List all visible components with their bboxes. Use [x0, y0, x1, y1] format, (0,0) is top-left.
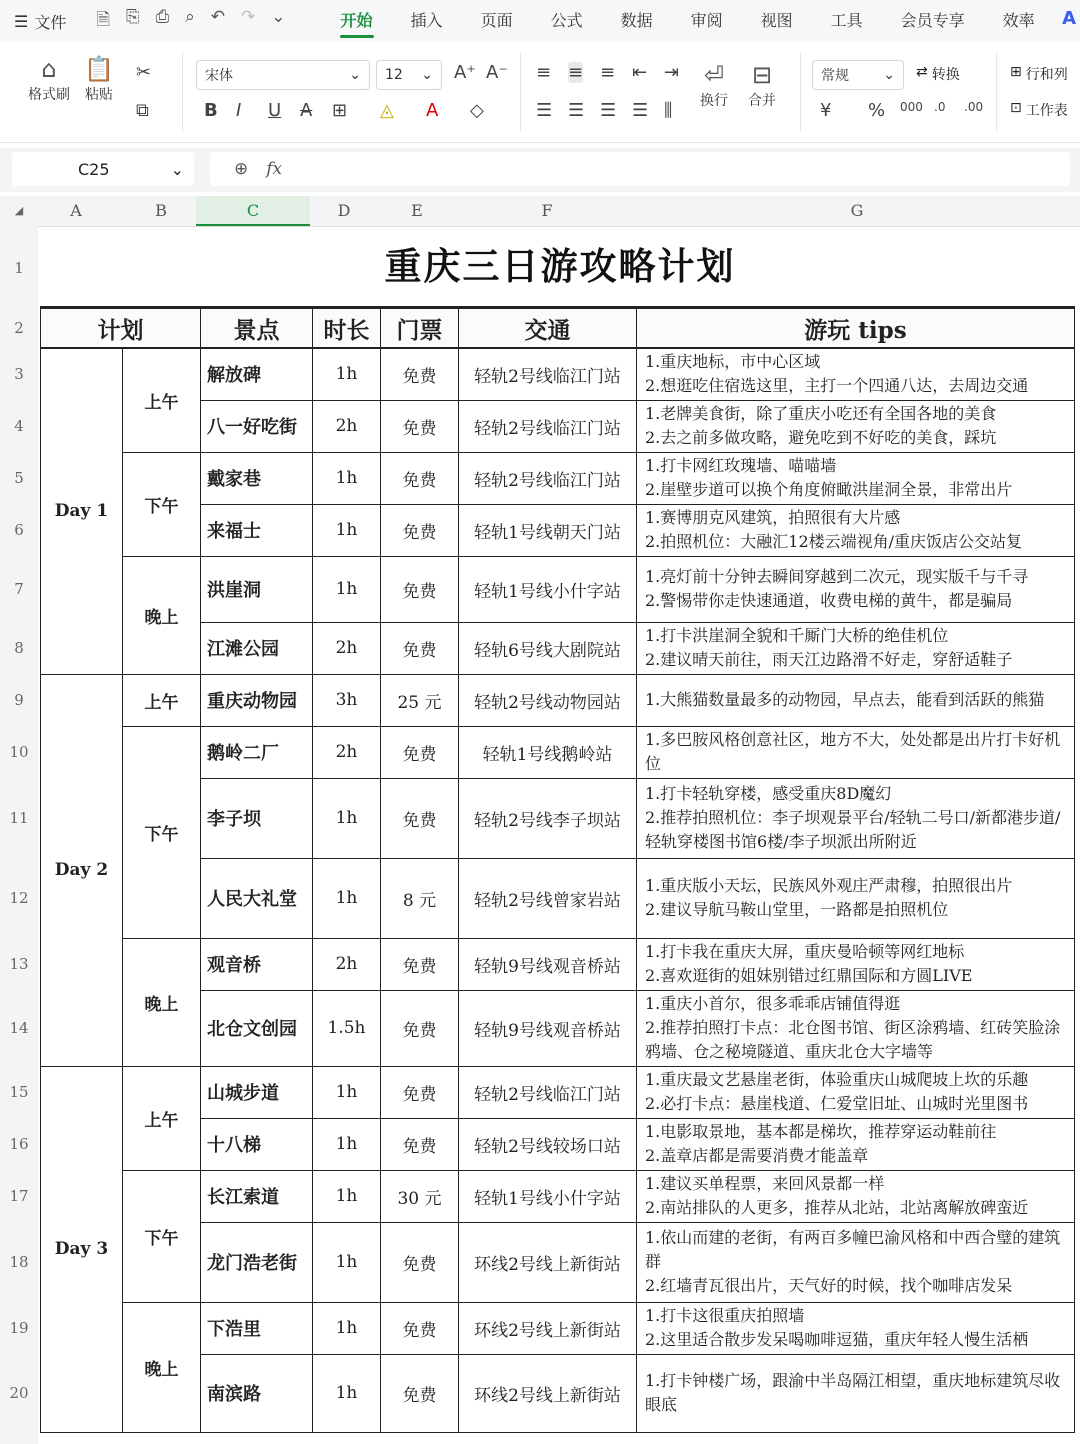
paste-label: 粘贴	[84, 87, 113, 103]
tip-line: 1.建议买单程票，来回风景都一样	[645, 1174, 885, 1193]
wrap-text-button[interactable]	[700, 60, 728, 110]
tip-line: 1.电影取景地，基本都是梯坎，推荐穿运动鞋前往	[645, 1122, 997, 1141]
rows-cols-label: 行和列	[1025, 67, 1068, 83]
fx-icon[interactable]: fx	[266, 159, 283, 179]
font-size-value: 12	[385, 67, 403, 83]
header-row	[41, 308, 1075, 349]
ticket-cell[interactable]: 免费	[381, 1118, 459, 1170]
transport-cell[interactable]: 轻轨2号线动物园站	[459, 674, 637, 726]
row-number[interactable]: 17	[9, 1187, 29, 1205]
file-menu-label: 文件	[34, 12, 67, 32]
formula-input[interactable]	[210, 152, 1070, 186]
tip-line: 2.崖壁步道可以换个角度俯瞰洪崖洞全景，非常出片	[645, 480, 1013, 499]
column-header-d[interactable]: D	[337, 201, 351, 220]
duration-cell[interactable]: 2h	[313, 400, 381, 452]
ribbon-toolbar	[0, 42, 1080, 143]
tip-line: 2.盖章店都是需要消费才能盖章	[645, 1146, 869, 1165]
tab-10[interactable]: 效率	[1002, 11, 1035, 30]
chevron-down-icon: ⌄	[349, 67, 361, 83]
column-header-a[interactable]: A	[70, 201, 82, 220]
spot-cell[interactable]: 解放碑	[201, 348, 313, 400]
ticket-cell[interactable]: 免费	[381, 452, 459, 504]
row-number[interactable]: 13	[9, 955, 29, 973]
duration-cell[interactable]: 2h	[313, 726, 381, 778]
tip-line: 2.推荐拍照打卡点：北仓图书馆、街区涂鸦墙、红砖笑脸涂鸦墙、仓之秘境隧道、重庆北仓大字墙等	[645, 1018, 1061, 1061]
period-cell[interactable]: 下午	[123, 1170, 201, 1302]
duration-cell[interactable]: 3h	[313, 674, 381, 726]
merge-button[interactable]	[748, 60, 776, 110]
tips-cell[interactable]	[637, 556, 1075, 622]
align-left-icon[interactable]: ☰	[536, 100, 553, 121]
row-number[interactable]: 9	[14, 691, 24, 709]
transport-cell[interactable]: 轻轨9号线观音桥站	[459, 938, 637, 990]
tab-8[interactable]: 工具	[830, 11, 863, 30]
tip-line: 1.亮灯前十分钟去瞬间穿越到二次元，现实版千与千寻	[645, 567, 1029, 586]
transport-cell[interactable]: 轻轨2号线临江门站	[459, 400, 637, 452]
ticket-cell[interactable]: 免费	[381, 1354, 459, 1432]
row-number[interactable]: 20	[9, 1384, 29, 1402]
duration-cell[interactable]: 1h	[313, 556, 381, 622]
column-header-f[interactable]: F	[541, 201, 553, 220]
increase-decimal-icon[interactable]: .0	[934, 100, 946, 114]
spot-cell[interactable]: 李子坝	[201, 778, 313, 858]
chevron-down-icon[interactable]: ⌄	[271, 6, 286, 27]
column-header	[0, 196, 1080, 227]
align-right-icon[interactable]: ☰	[600, 100, 617, 121]
ticket-cell[interactable]: 免费	[381, 622, 459, 674]
ticket-cell[interactable]: 免费	[381, 348, 459, 400]
convert-icon: ⇄	[916, 64, 928, 80]
font-color-icon[interactable]: A	[426, 100, 439, 121]
redo-icon[interactable]: ↷	[241, 6, 256, 27]
undo-icon[interactable]: ↶	[210, 6, 226, 27]
duration-cell[interactable]: 1h	[313, 1302, 381, 1354]
tip-line: 2.这里适合散步发呆喝咖啡逗猫，重庆年轻人慢生活栖	[645, 1330, 1029, 1349]
font-size-select[interactable]	[376, 60, 442, 90]
column-header-c[interactable]: C	[196, 196, 310, 226]
clipboard-icon: 📋	[84, 55, 114, 83]
day-cell[interactable]: Day 1	[41, 348, 123, 674]
quick-access-toolbar	[96, 7, 285, 36]
transport-cell[interactable]: 环线2号线上新街站	[459, 1354, 637, 1432]
spot-cell[interactable]: 鹅岭二厂	[201, 726, 313, 778]
duration-cell[interactable]: 1h	[313, 348, 381, 400]
chevron-down-icon: ⌄	[883, 67, 895, 83]
strikethrough-button[interactable]: A	[300, 100, 313, 121]
table-row	[41, 1066, 1075, 1118]
tip-line: 2.想逛吃住宿选这里，主打一个四通八达，去周边交通	[645, 376, 1029, 396]
tip-line: 2.拍照机位：大融汇12楼云端视角/重庆饭店公交站复	[645, 532, 1023, 551]
save-icon[interactable]: 🗎	[96, 9, 111, 30]
tip-line: 2.推荐拍照机位：李子坝观景平台/轻轨二号口/新都港步道/轻轨穿楼图书馆6楼/李子坝派出所附近	[645, 808, 1061, 851]
cut-icon[interactable]: ✂	[136, 62, 152, 83]
merge-icon: ⊟	[751, 61, 773, 89]
table-row	[41, 348, 1075, 400]
align-middle-icon[interactable]: ≡	[568, 62, 584, 83]
format-painter-button[interactable]	[28, 54, 70, 104]
spot-cell[interactable]: 戴家巷	[201, 452, 313, 504]
tip-line: 1.打卡轻轨穿楼，感受重庆8D魔幻	[645, 784, 892, 803]
day-cell[interactable]: Day 3	[41, 1066, 123, 1432]
row-number[interactable]: 18	[9, 1253, 29, 1271]
duration-cell[interactable]: 1h	[313, 1118, 381, 1170]
tip-line: 2.建议晴天前往，雨天江边路滑不好走，穿舒适鞋子	[645, 650, 1013, 669]
ticket-cell[interactable]: 免费	[381, 400, 459, 452]
align-bottom-icon[interactable]: ≡	[600, 62, 616, 83]
day-cell[interactable]: Day 2	[41, 674, 123, 1066]
worksheet-label: 工作表	[1025, 103, 1068, 119]
row-number[interactable]: 15	[9, 1083, 29, 1101]
row-number[interactable]: 1	[14, 259, 24, 277]
fill-color-icon[interactable]: ◬	[380, 100, 394, 121]
spot-cell[interactable]: 洪崖洞	[201, 556, 313, 622]
header-duration[interactable]: 时长	[313, 308, 381, 349]
tips-cell[interactable]	[637, 452, 1075, 504]
rows-cols-icon: ⊞	[1010, 64, 1022, 80]
duration-cell[interactable]: 1h	[313, 504, 381, 556]
tab-3[interactable]: 页面	[480, 11, 513, 30]
tips-cell[interactable]	[637, 726, 1075, 778]
header-ticket[interactable]: 门票	[381, 308, 459, 349]
tip-line: 1.老牌美食街，除了重庆小吃还有全国各地的美食	[645, 404, 997, 423]
tab-2[interactable]: 插入	[410, 11, 443, 30]
period-cell[interactable]: 晚上	[123, 556, 201, 674]
format-painter-label: 格式刷	[28, 87, 70, 103]
worksheet-button[interactable]	[1010, 100, 1068, 120]
row-number[interactable]: 7	[14, 580, 24, 598]
tip-line: 2.红墙青瓦很出片，天气好的时候，找个咖啡店发呆	[645, 1276, 1013, 1295]
transport-cell[interactable]: 轻轨6号线大剧院站	[459, 622, 637, 674]
plan-table	[40, 306, 1075, 1433]
row-number[interactable]: 19	[9, 1319, 29, 1337]
transport-cell[interactable]: 轻轨2号线临江门站	[459, 348, 637, 400]
row-number[interactable]: 14	[9, 1019, 29, 1037]
sheet-title: 重庆三日游攻略计划	[384, 244, 736, 288]
tip-line: 2.必打卡点：悬崖栈道、仁爱堂旧址、山城时光里图书	[645, 1094, 1029, 1113]
paste-button[interactable]	[84, 54, 114, 104]
tip-line: 1.重庆最文艺悬崖老街，体验重庆山城爬坡上坎的乐趣	[645, 1070, 1029, 1089]
tip-line: 1.打卡这很重庆拍照墙	[645, 1306, 805, 1325]
period-cell[interactable]: 下午	[123, 452, 201, 556]
tips-cell[interactable]	[637, 1302, 1075, 1354]
period-cell[interactable]: 晚上	[123, 1302, 201, 1432]
ticket-cell[interactable]: 25 元	[381, 674, 459, 726]
period-cell[interactable]: 上午	[123, 674, 201, 726]
transport-cell[interactable]: 轻轨2号线临江门站	[459, 452, 637, 504]
duration-cell[interactable]: 1h	[313, 1354, 381, 1432]
tips-cell[interactable]	[637, 990, 1075, 1066]
worksheet-icon: ⊡	[1010, 100, 1022, 116]
tab-4[interactable]: 公式	[550, 11, 583, 30]
table-row	[41, 938, 1075, 990]
table-row	[41, 1170, 1075, 1222]
duration-cell[interactable]: 1h	[313, 1170, 381, 1222]
header-transport[interactable]: 交通	[459, 308, 637, 349]
spot-cell[interactable]: 长江索道	[201, 1170, 313, 1222]
align-center-icon[interactable]: ☰	[568, 100, 585, 121]
distribute-icon[interactable]: ⫼	[664, 100, 673, 121]
spot-cell[interactable]: 南滨路	[201, 1354, 313, 1432]
spot-cell[interactable]: 重庆动物园	[201, 674, 313, 726]
thousands-icon[interactable]: 000	[900, 100, 923, 114]
file-menu[interactable]	[14, 10, 66, 33]
row-number[interactable]: 3	[14, 365, 24, 383]
select-all-corner[interactable]: ◢	[14, 204, 24, 217]
transport-cell[interactable]: 轻轨1号线朝天门站	[459, 504, 637, 556]
ticket-cell[interactable]: 8 元	[381, 858, 459, 938]
transport-cell[interactable]: 轻轨2号线临江门站	[459, 1066, 637, 1118]
spot-cell[interactable]: 人民大礼堂	[201, 858, 313, 938]
duration-cell[interactable]: 1h	[313, 1066, 381, 1118]
italic-button[interactable]: I	[236, 100, 242, 121]
font-name-value: 宋体	[205, 68, 233, 84]
indent-increase-icon[interactable]: ⇥	[664, 62, 680, 83]
spot-cell[interactable]: 北仓文创园	[201, 990, 313, 1066]
ticket-cell[interactable]: 免费	[381, 1066, 459, 1118]
duration-cell[interactable]: 1h	[313, 1222, 381, 1302]
tips-cell[interactable]	[637, 938, 1075, 990]
hamburger-icon: ☰	[14, 11, 29, 31]
tab-9[interactable]: 会员专享	[900, 11, 965, 30]
justify-icon[interactable]: ☰	[632, 100, 649, 121]
tab-6[interactable]: 审阅	[690, 11, 723, 30]
tip-line: 1.打卡洪崖洞全貌和千厮门大桥的绝佳机位	[645, 626, 949, 645]
ribbon-tabs	[322, 0, 1054, 42]
ticket-cell[interactable]: 免费	[381, 556, 459, 622]
brush-icon: ⌂	[41, 55, 57, 83]
spot-cell[interactable]: 来福士	[201, 504, 313, 556]
increase-font-icon[interactable]: A⁺	[454, 62, 476, 83]
row-number[interactable]: 6	[14, 521, 24, 539]
indent-decrease-icon[interactable]: ⇤	[632, 62, 648, 83]
row-number[interactable]: 16	[9, 1135, 29, 1153]
eraser-icon[interactable]: ◇	[470, 100, 484, 121]
print-icon[interactable]: ⎙	[155, 6, 170, 27]
transport-cell[interactable]: 轻轨1号线鹅岭站	[459, 726, 637, 778]
tip-line: 1.多巴胺风格创意社区，地方不大，处处都是出片打卡好机位	[645, 730, 1061, 773]
ticket-cell[interactable]: 免费	[381, 778, 459, 858]
ticket-cell[interactable]: 30 元	[381, 1170, 459, 1222]
table-row	[41, 1302, 1075, 1354]
row-number[interactable]: 4	[14, 417, 24, 435]
decrease-decimal-icon[interactable]: .00	[964, 100, 984, 114]
tip-line: 1.重庆版小天坛，民族风外观庄严肃穆，拍照很出片	[645, 876, 1013, 895]
row-number[interactable]: 11	[9, 809, 29, 827]
header-plan[interactable]: 计划	[41, 308, 201, 349]
tip-line: 2.警惕带你走快速通道，收费电梯的黄牛，都是骗局	[645, 591, 1013, 610]
row-number[interactable]: 5	[14, 469, 24, 487]
spot-cell[interactable]: 江滩公园	[201, 622, 313, 674]
chevron-down-icon: ⌄	[170, 159, 184, 179]
tips-cell[interactable]	[637, 1118, 1075, 1170]
tips-cell[interactable]	[637, 348, 1075, 400]
tips-cell[interactable]	[637, 1066, 1075, 1118]
transport-cell[interactable]: 轻轨2号线曾家岩站	[459, 858, 637, 938]
cell-reference: C25	[78, 159, 110, 179]
tips-cell[interactable]	[637, 778, 1075, 858]
duration-cell[interactable]: 1h	[313, 778, 381, 858]
table-row	[41, 726, 1075, 778]
print-preview-icon[interactable]: ⌕	[185, 6, 195, 27]
period-cell[interactable]: 晚上	[123, 938, 201, 1066]
ticket-cell[interactable]: 免费	[381, 990, 459, 1066]
tip-line: 1.大熊猫数量最多的动物园，早点去，能看到活跃的熊猫	[645, 690, 1045, 709]
name-box[interactable]	[12, 152, 194, 186]
align-top-icon[interactable]: ≡	[536, 62, 552, 83]
decrease-font-icon[interactable]: A⁻	[486, 62, 508, 83]
transport-cell[interactable]: 轻轨1号线小什字站	[459, 1170, 637, 1222]
tab-1[interactable]: 开始	[322, 0, 392, 42]
tips-cell[interactable]	[637, 504, 1075, 556]
duration-cell[interactable]: 1.5h	[313, 990, 381, 1066]
tips-cell[interactable]	[637, 674, 1075, 726]
tips-cell[interactable]	[637, 858, 1075, 938]
row-number[interactable]: 2	[14, 318, 24, 337]
percent-button[interactable]: %	[868, 100, 886, 121]
ai-icon[interactable]: A	[1062, 8, 1076, 29]
formula-bar	[0, 148, 1080, 192]
number-format-select[interactable]	[812, 60, 904, 90]
chevron-down-icon: ⌄	[421, 67, 433, 83]
border-icon[interactable]: ⊞	[332, 100, 348, 121]
column-header-e[interactable]: E	[411, 201, 423, 220]
spot-cell[interactable]: 龙门浩老街	[201, 1222, 313, 1302]
tips-cell[interactable]	[637, 1170, 1075, 1222]
header-tips[interactable]: 游玩 tips	[637, 308, 1075, 349]
period-cell[interactable]: 下午	[123, 726, 201, 938]
ticket-cell[interactable]: 免费	[381, 1302, 459, 1354]
convert-button[interactable]	[916, 64, 960, 84]
row-number[interactable]: 12	[9, 889, 29, 907]
period-cell[interactable]: 上午	[123, 1066, 201, 1170]
font-name-select[interactable]	[196, 60, 370, 90]
table-row	[41, 452, 1075, 504]
tips-cell[interactable]	[637, 622, 1075, 674]
tip-line: 1.重庆小首尔，很多乖乖店铺值得逛	[645, 994, 901, 1013]
row-number[interactable]: 8	[14, 639, 24, 657]
menu-bar	[0, 0, 1080, 42]
transport-cell[interactable]: 环线2号线上新街站	[459, 1222, 637, 1302]
column-header-g[interactable]: G	[850, 201, 864, 220]
copy-icon[interactable]: ⧉	[136, 100, 149, 121]
zoom-icon[interactable]: ⊕	[234, 159, 249, 179]
wrap-icon: ⏎	[703, 61, 725, 89]
period-cell[interactable]: 上午	[123, 348, 201, 452]
spot-cell[interactable]: 下浩里	[201, 1302, 313, 1354]
merge-label: 合并	[748, 93, 776, 109]
tab-7[interactable]: 视图	[760, 11, 793, 30]
tips-cell[interactable]	[637, 1354, 1075, 1432]
duration-cell[interactable]: 1h	[313, 858, 381, 938]
currency-icon[interactable]: ¥	[820, 100, 832, 121]
tips-cell[interactable]	[637, 1222, 1075, 1302]
wrap-text-label: 换行	[700, 93, 728, 109]
transport-cell[interactable]: 环线2号线上新街站	[459, 1302, 637, 1354]
row-header	[0, 226, 38, 1444]
underline-button[interactable]: U	[268, 100, 282, 121]
table-row	[41, 674, 1075, 726]
number-format-value: 常规	[821, 68, 849, 84]
table-row	[41, 556, 1075, 622]
tip-line: 2.喜欢逛街的姐妹别错过红鼎国际和方圆LIVE	[645, 966, 973, 985]
ticket-cell[interactable]: 免费	[381, 1222, 459, 1302]
tab-5[interactable]: 数据	[620, 11, 653, 30]
tip-line: 1.重庆地标，市中心区域	[645, 352, 821, 372]
tip-line: 1.依山而建的老街，有两百多幢巴渝风格和中西合璧的建筑群	[645, 1228, 1061, 1271]
bold-button[interactable]: B	[204, 100, 218, 121]
transport-cell[interactable]: 轻轨2号线李子坝站	[459, 778, 637, 858]
spot-cell[interactable]: 八一好吃街	[201, 400, 313, 452]
spot-cell[interactable]: 十八梯	[201, 1118, 313, 1170]
tip-line: 2.建议导航马鞍山堂里，一路都是拍照机位	[645, 900, 949, 919]
transport-cell[interactable]: 轻轨9号线观音桥站	[459, 990, 637, 1066]
row-number[interactable]: 10	[9, 743, 29, 761]
tips-cell[interactable]	[637, 400, 1075, 452]
tip-line: 2.南站排队的人更多，推荐从北站，北站离解放碑蛮近	[645, 1198, 1029, 1217]
rows-cols-button[interactable]	[1010, 64, 1068, 84]
tip-line: 1.打卡我在重庆大屏，重庆曼哈顿等网红地标	[645, 942, 965, 961]
transport-cell[interactable]: 轻轨2号线较场口站	[459, 1118, 637, 1170]
duration-cell[interactable]: 1h	[313, 452, 381, 504]
duration-cell[interactable]: 2h	[313, 938, 381, 990]
spot-cell[interactable]: 观音桥	[201, 938, 313, 990]
tip-line: 2.去之前多做攻略，避免吃到不好吃的美食，踩坑	[645, 428, 997, 447]
ticket-cell[interactable]: 免费	[381, 504, 459, 556]
convert-label: 转换	[931, 67, 960, 83]
ticket-cell[interactable]: 免费	[381, 726, 459, 778]
header-spot[interactable]: 景点	[201, 308, 313, 349]
ticket-cell[interactable]: 免费	[381, 938, 459, 990]
transport-cell[interactable]: 轻轨1号线小什字站	[459, 556, 637, 622]
column-header-b[interactable]: B	[155, 201, 167, 220]
duration-cell[interactable]: 2h	[313, 622, 381, 674]
export-icon[interactable]: ⎘	[126, 6, 140, 27]
tip-line: 1.赛博朋克风建筑，拍照很有大片感	[645, 508, 901, 527]
spot-cell[interactable]: 山城步道	[201, 1066, 313, 1118]
tip-line: 1.打卡网红玫瑰墙、喵喵墙	[645, 456, 837, 475]
tip-line: 1.打卡钟楼广场，跟渝中半岛隔江相望，重庆地标建筑尽收眼底	[645, 1371, 1061, 1414]
